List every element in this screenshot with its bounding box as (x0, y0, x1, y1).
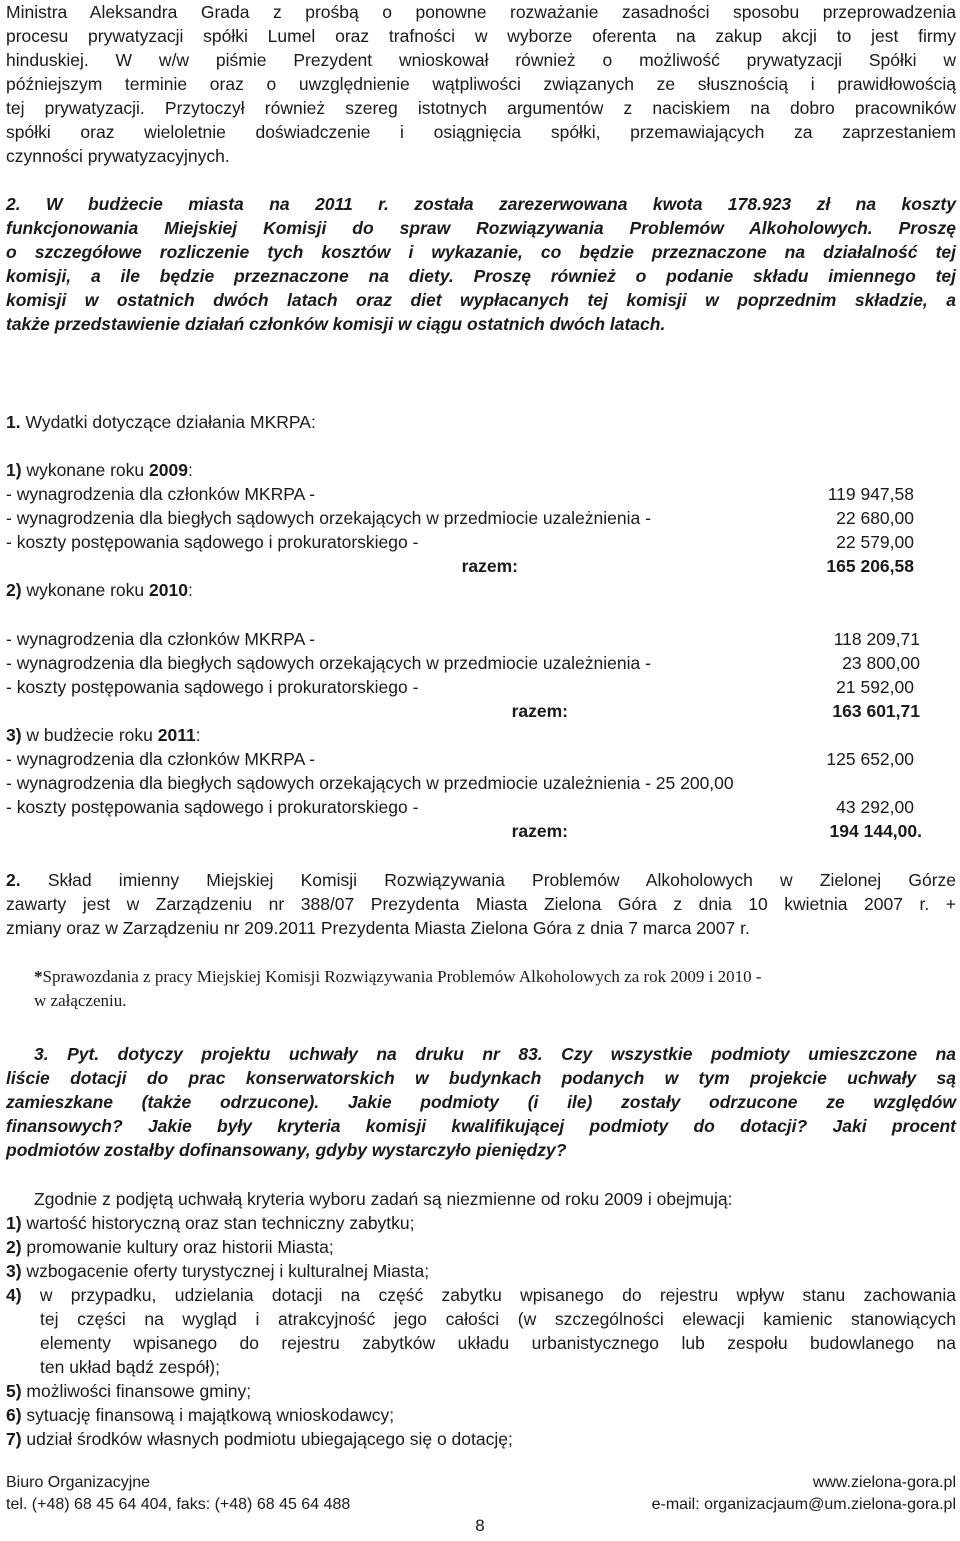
criterion-item: 4) w przypadku, udzielania dotacji na część zabytku wpisanego do rejestru wpływ stanu zachowania (6, 1285, 956, 1305)
criterion-item: 2) promowanie kultury oraz historii Miasta; (6, 1237, 334, 1257)
criterion-continuation: elementy wpisanego do rejestru zabytków układu urbanistycznego lub zespołu budowlanego na (40, 1333, 956, 1353)
expense-label: - koszty postępowania sądowego i prokuratorskiego - (6, 797, 419, 817)
question-3-line: liście dotacji do prac konserwatorskich w budynkach podanych w tym projekcie uchwały są (6, 1068, 956, 1088)
total-amount: 194 144,00. (829, 821, 922, 841)
answer-1-title: Wydatki dotyczące działania MKRPA: (20, 412, 316, 432)
expense-label: - wynagrodzenia dla członków MKRPA - (6, 484, 315, 504)
expense-amount: 22 579,00 (836, 532, 914, 552)
answer-2-line: 2. Skład imienny Miejskiej Komisji Rozwiązywania Problemów Alkoholowych w Zielonej Górze (6, 870, 956, 890)
total-label: razem: (511, 821, 568, 841)
question-3-line: podmiotów zostałby dofinansowany, gdyby wystarczyło pieniędzy? (6, 1140, 567, 1160)
criterion-item: 1) wartość historyczną oraz stan techniczny zabytku; (6, 1213, 415, 1233)
answer-3-intro: Zgodnie z podjętą uchwałą kryteria wyboru zadań są niezmienne od roku 2009 i obejmują: (34, 1189, 733, 1209)
question-2-line: także przedstawienie działań członków komisji w ciągu ostatnich dwóch latach. (6, 314, 666, 334)
expense-amount: 119 947,58 (827, 484, 914, 504)
question-2-line: funkcjonowania Miejskiej Komisji do spraw Rozwiązywania Problemów Alkoholowych. Proszę (6, 218, 956, 238)
expense-label: - koszty postępowania sądowego i prokuratorskiego - (6, 677, 419, 697)
total-label: razem: (461, 556, 518, 576)
question-3-line: 3. Pyt. dotyczy projektu uchwały na druku nr 83. Czy wszystkie podmioty umieszczone na (34, 1044, 956, 1064)
total-amount: 165 206,58 (826, 556, 914, 576)
footer-website: www.zielona-gora.pl (812, 1474, 956, 1491)
expense-amount: 43 292,00 (836, 797, 914, 817)
question-2-line: 2. W budżecie miasta na 2011 r. została zarezerwowana kwota 178.923 zł na koszty (6, 194, 956, 214)
year-heading: 3) w budżecie roku 2011: (6, 725, 201, 745)
total-label: razem: (511, 701, 568, 721)
note-line: *Sprawozdania z pracy Miejskiej Komisji Rozwiązywania Problemów Alkoholowych za rok 2009 i 2010 - (34, 967, 762, 986)
question-2-line: komisji w ostatnich dwóch latach oraz diet wypłacanych tej komisji w poprzednim składzie, a (6, 290, 956, 310)
footer-phone: tel. (+48) 68 45 64 404, faks: (+48) 68 45 64 488 (6, 1496, 351, 1513)
total-amount: 163 601,71 (832, 701, 920, 721)
intro-line: spółki oraz wieloletnie doświadczenie i osiągnięcia spółki, przemawiających za zaprzestaniem (6, 122, 956, 142)
answer-1-number: 1. (6, 412, 21, 432)
intro-line: czynności prywatyzacyjnych. (6, 146, 230, 166)
expense-amount: 23 800,00 (842, 653, 920, 673)
expense-amount: 21 592,00 (836, 677, 914, 697)
footer-office: Biuro Organizacyjne (6, 1474, 151, 1491)
intro-line: późniejszym terminie oraz o uwzględnienie wątpliwości związanych ze słusznością i prawidłowością (6, 74, 956, 94)
question-3-line: finansowych? Jakie były kryteria komisji kwalifikującej podmioty do dotacji? Jaki procent (6, 1116, 956, 1136)
expense-label: - wynagrodzenia dla członków MKRPA - (6, 629, 315, 649)
answer-2-line: zawarty jest w Zarządzeniu nr 388/07 Prezydenta Miasta Zielona Góra z dnia 10 kwietnia 2007 r. + (6, 894, 956, 914)
answer-2-line: zmiany oraz w Zarządzeniu nr 209.2011 Prezydenta Miasta Zielona Góra z dnia 7 marca 2007 r. (6, 918, 750, 938)
intro-line: hinduskiej. W w/w piśmie Prezydent wnioskował również o możliwość prywatyzacji Spółki w (6, 50, 956, 70)
question-2-line: o szczegółowe rozliczenie tych kosztów i wykazanie, co będzie przeznaczone na działalność tej (6, 242, 956, 262)
expense-amount: 118 209,71 (833, 629, 920, 649)
expense-label: - koszty postępowania sądowego i prokuratorskiego - (6, 532, 419, 552)
expense-amount: 22 680,00 (836, 508, 914, 528)
page-number: 8 (475, 1516, 485, 1535)
intro-line: Ministra Aleksandra Grada z prośbą o ponowne rozważanie zasadności sposobu przeprowadzenia (6, 2, 956, 22)
criterion-continuation: tej części na wygląd i atrakcyjność jego całości (w szczególności elewacji kamienic stanowiących (40, 1309, 956, 1329)
criterion-item: 6) sytuację finansową i majątkową wnioskodawcy; (6, 1405, 395, 1425)
year-heading: 1) wykonane roku 2009: (6, 460, 193, 480)
criterion-item: 7) udział środków własnych podmiotu ubiegającego się o dotację; (6, 1429, 513, 1449)
criterion-item: 5) możliwości finansowe gminy; (6, 1381, 252, 1401)
question-2-line: komisji, a ile będzie przeznaczone na diety. Proszę również o podanie składu imiennego tej (6, 266, 956, 286)
intro-line: tej prywatyzacji. Przytoczył również szereg istotnych argumentów z naciskiem na dobro pracowników (6, 98, 956, 118)
expense-label: - wynagrodzenia dla biegłych sądowych orzekających w przedmiocie uzależnienia - 25 200,00 (6, 773, 734, 793)
year-heading: 2) wykonane roku 2010: (6, 580, 193, 600)
expense-label: - wynagrodzenia dla biegłych sądowych orzekających w przedmiocie uzależnienia - (6, 653, 651, 673)
footer-email: e-mail: organizacjaum@um.zielona-gora.pl (651, 1496, 956, 1513)
expense-label: - wynagrodzenia dla biegłych sądowych orzekających w przedmiocie uzależnienia - (6, 508, 651, 528)
criterion-item: 3) wzbogacenie oferty turystycznej i kulturalnej Miasta; (6, 1261, 430, 1281)
criterion-continuation: ten układ bądź zespół); (40, 1357, 220, 1377)
note-line: w załączeniu. (34, 991, 127, 1010)
expense-label: - wynagrodzenia dla członków MKRPA - (6, 749, 315, 769)
question-3-line: zamieszkane (także odrzucone). Jakie podmioty (i ile) zostały odrzucone ze względów (6, 1092, 956, 1112)
intro-line: procesu prywatyzacji spółki Lumel oraz trafności w wyborze oferenta na zakup akcji to jest firmy (6, 26, 956, 46)
expense-amount: 125 652,00 (826, 749, 914, 769)
answer-1-heading (6, 410, 316, 434)
